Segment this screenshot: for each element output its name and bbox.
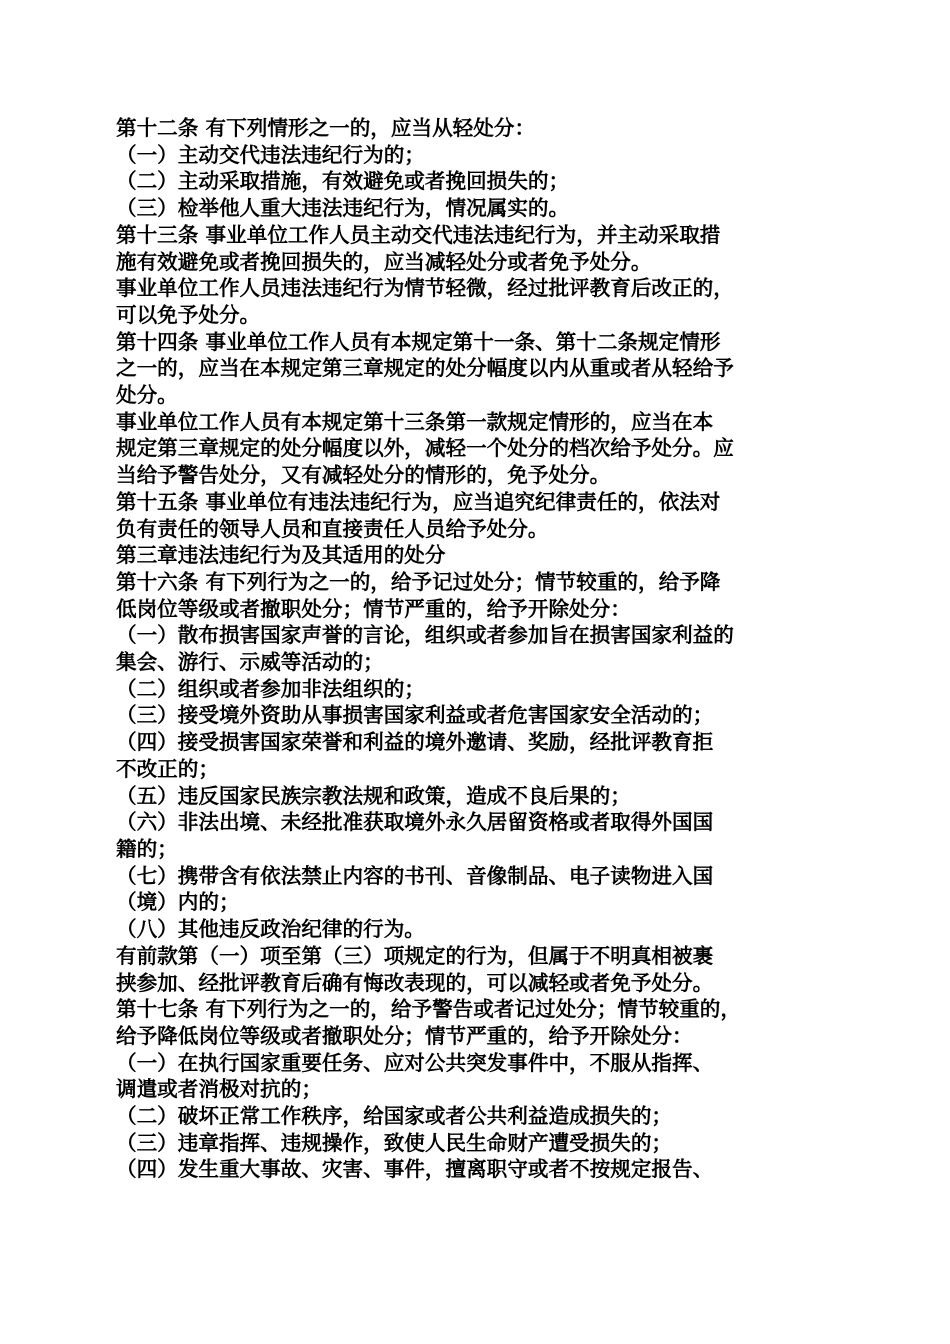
text-line: 第十七条 有下列行为之一的，给予警告或者记过处分；情节较重的， [116, 997, 741, 1022]
text-line: 施有效避免或者挽回损失的，应当减轻处分或者免予处分。 [116, 249, 652, 274]
text-line: 事业单位工作人员违法违纪行为情节轻微，经过批评教育后改正的， [116, 276, 734, 301]
text-line: 籍的； [116, 836, 178, 861]
text-line: 之一的，应当在本规定第三章规定的处分幅度以内从重或者从轻给予 [116, 356, 734, 381]
text-line: （八）其他违反政治纪律的行为。 [116, 917, 425, 942]
text-line: （四）接受损害国家荣誉和利益的境外邀请、奖励，经批评教育拒 [116, 730, 714, 755]
text-line: 第十五条 事业单位有违法违纪行为，应当追究纪律责任的，依法对 [116, 489, 721, 514]
text-line: 可以免予处分。 [116, 302, 261, 327]
text-line: （五）违反国家民族宗教法规和政策，造成不良后果的； [116, 783, 631, 808]
text-line: （一）散布损害国家声誉的言论，组织或者参加旨在损害国家利益的 [116, 623, 734, 648]
text-line: 不改正的； [116, 756, 219, 781]
text-line: 集会、游行、示威等活动的； [116, 650, 384, 675]
text-line: 当给予警告处分，又有减轻处分的情形的，免予处分。 [116, 463, 611, 488]
text-line: 挟参加、经批评教育后确有悔改表现的，可以减轻或者免予处分。 [116, 970, 714, 995]
text-line: （二）主动采取措施，有效避免或者挽回损失的； [116, 169, 570, 194]
text-line: 给予降低岗位等级或者撤职处分；情节严重的，给予开除处分： [116, 1023, 693, 1048]
text-line: （一）在执行国家重要任务、应对公共突发事件中，不服从指挥、 [116, 1050, 714, 1075]
text-line: 第十三条 事业单位工作人员主动交代违法违纪行为，并主动采取措 [116, 222, 721, 247]
text-line: 第十二条 有下列情形之一的，应当从轻处分： [116, 116, 536, 140]
text-line: （三）违章指挥、违规操作，致使人民生命财产遭受损失的； [116, 1130, 673, 1155]
text-line: （三）检举他人重大违法违纪行为，情况属实的。 [116, 196, 570, 221]
text-line: （一）主动交代违法违纪行为的； [116, 142, 425, 167]
text-line: （四）发生重大事故、灾害、事件，擅离职守或者不按规定报告、 [116, 1157, 714, 1182]
text-line: （境）内的； [116, 890, 240, 915]
text-line: 第十六条 有下列行为之一的，给予记过处分；情节较重的，给予降 [116, 569, 721, 594]
text-line: 第十四条 事业单位工作人员有本规定第十一条、第十二条规定情形 [116, 329, 721, 354]
text-line: （七）携带含有依法禁止内容的书刊、音像制品、电子读物进入国 [116, 863, 714, 888]
text-line: 第三章违法违纪行为及其适用的处分 [116, 543, 446, 568]
text-line: 规定第三章规定的处分幅度以外，减轻一个处分的档次给予处分。应 [116, 436, 734, 461]
text-line: （二）破坏正常工作秩序，给国家或者公共利益造成损失的； [116, 1104, 673, 1129]
text-line: （六）非法出境、未经批准获取境外永久居留资格或者取得外国国 [116, 810, 714, 835]
text-line: 低岗位等级或者撤职处分；情节严重的，给予开除处分： [116, 596, 631, 621]
text-line: （三）接受境外资助从事损害国家利益或者危害国家安全活动的； [116, 703, 714, 728]
text-line: 有前款第（一）项至第（三）项规定的行为，但属于不明真相被裹 [116, 943, 714, 968]
text-line: 事业单位工作人员有本规定第十三条第一款规定情形的，应当在本 [116, 409, 714, 434]
text-line: 调遣或者消极对抗的； [116, 1077, 322, 1102]
text-line: 处分。 [116, 383, 178, 408]
text-line: （二）组织或者参加非法组织的； [116, 676, 425, 701]
text-line: 负有责任的领导人员和直接责任人员给予处分。 [116, 516, 549, 541]
document-body [116, 115, 841, 1183]
